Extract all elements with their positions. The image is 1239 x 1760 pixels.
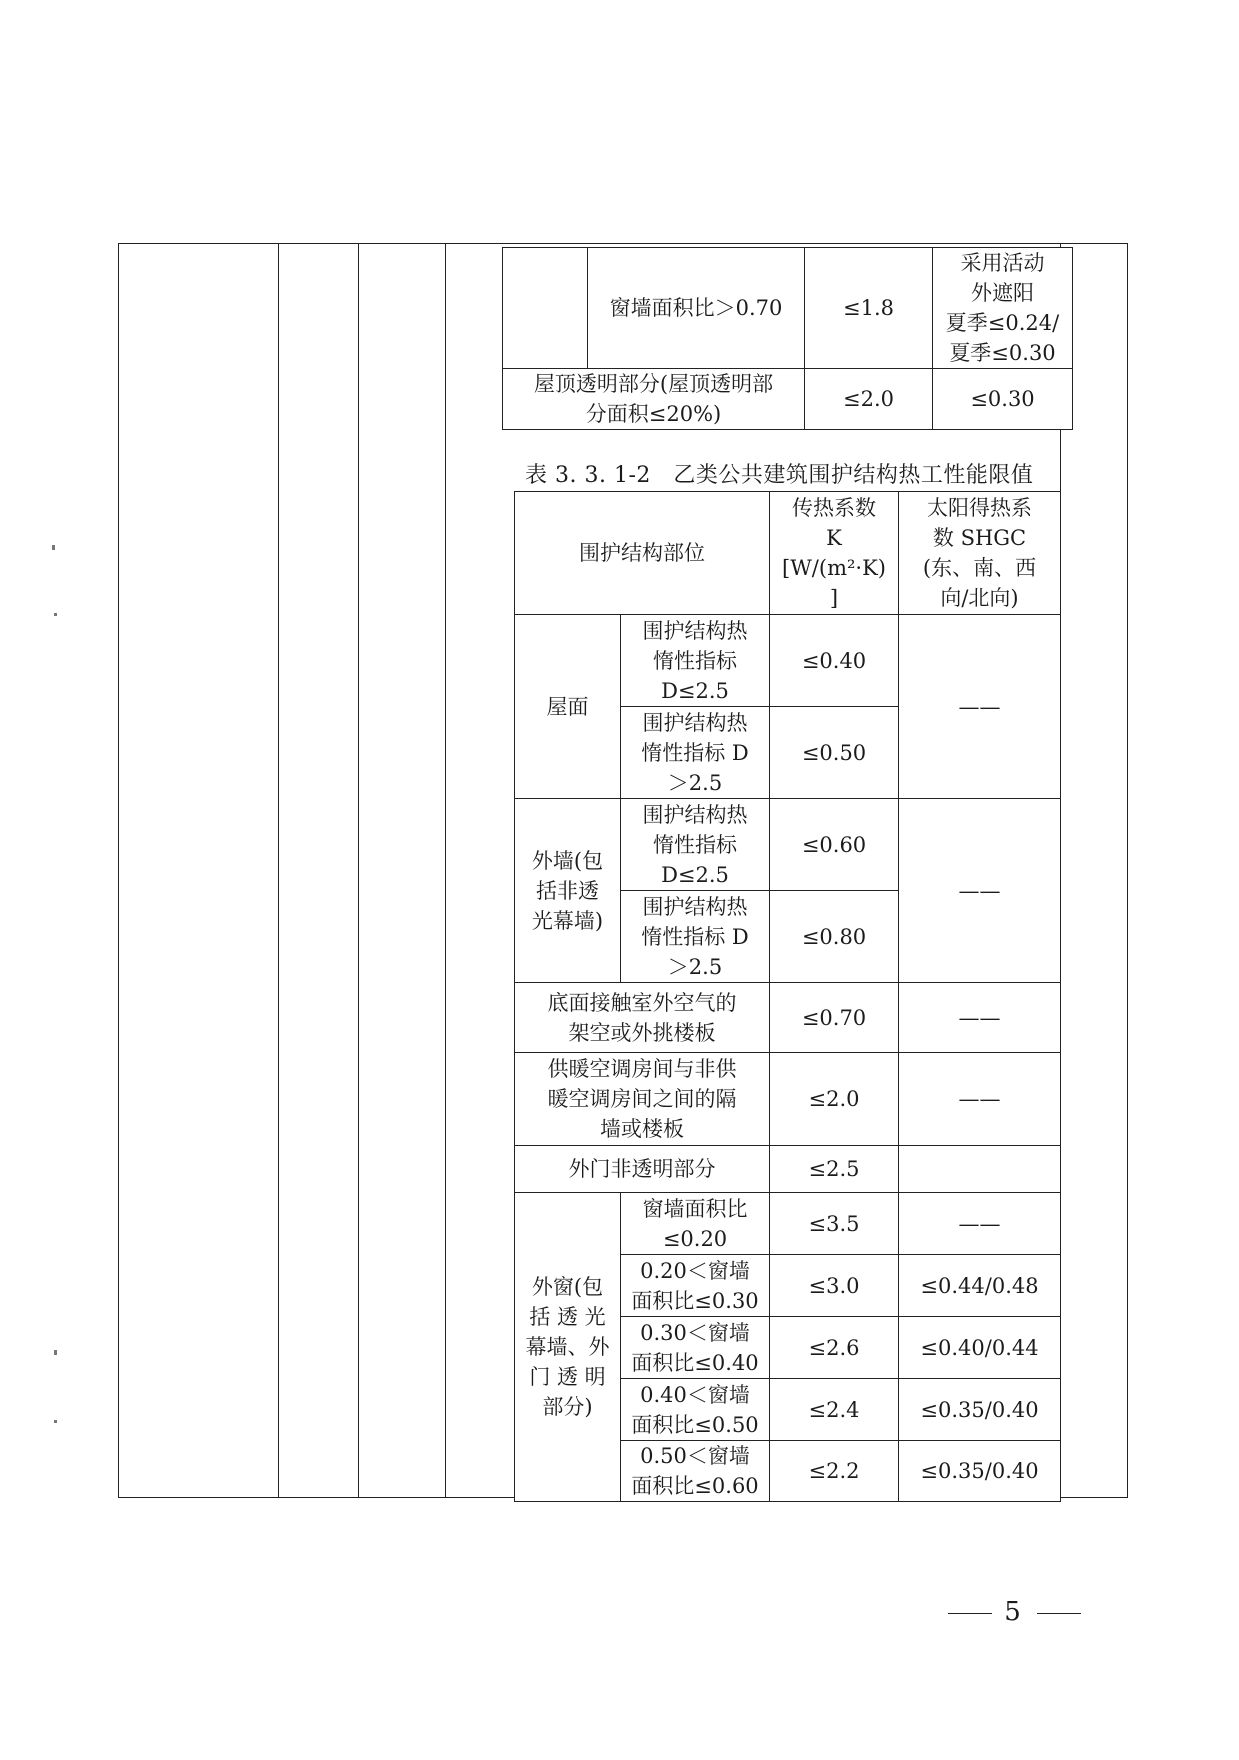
wall-row2-label [621,891,770,983]
label-line: 面积比≤0.30 [631,1288,759,1313]
label-line: 面积比≤0.40 [631,1350,759,1375]
label-line: ≤0.20 [662,1226,728,1251]
table-row [515,1193,1061,1255]
partition-shgc: —— [899,1053,1061,1146]
label-line: 光幕墙) [531,908,604,933]
label-line: 底面接触室外空气的 [547,990,737,1015]
header-line: [W/(m²·K) [782,556,886,580]
label-line: 括 透 光 [529,1305,606,1329]
label-line: ＞2.5 [667,954,723,979]
label-line: ＞2.5 [667,770,723,795]
window-ratio-shgc [933,248,1073,369]
window-row-k: ≤3.5 [770,1193,899,1255]
roof-transparent-label [503,369,805,430]
table-caption: 表 3. 3. 1-2 乙类公共建筑围护结构热工性能限值 [525,463,1034,488]
scan-speck [54,1350,57,1355]
shgc-line: 外遮阳 [971,281,1034,305]
label-line: 墙或楼板 [600,1117,684,1141]
window-row-k: ≤2.6 [770,1317,899,1379]
shgc-line: 夏季≤0.30 [949,341,1056,365]
column-divider [358,243,359,1498]
label-line: 0.30＜窗墙 [640,1320,750,1345]
label-line: 面积比≤0.60 [631,1474,759,1498]
label-line: 围护结构热 [642,710,748,735]
wall-row2-k: ≤0.80 [770,891,899,983]
window-row-k: ≤3.0 [770,1255,899,1317]
label-line: 括非透 [536,878,599,903]
table-row [515,983,1061,1053]
window-ratio-label: 窗墙面积比＞0.70 [588,248,805,369]
roof-label: 屋面 [515,615,621,799]
top-continuation-table [502,247,1073,430]
scan-speck [54,1420,57,1423]
label-line: 外墙(包 [531,848,604,873]
label-line: 惰性指标 [653,648,737,673]
floor-k: ≤0.70 [770,983,899,1053]
roof-transparent-shgc: ≤0.30 [933,369,1073,430]
label-line: 围护结构热 [642,894,748,919]
label-line: 供暖空调房间与非供 [547,1057,737,1081]
header-line: 太阳得热系 [927,496,1032,520]
label-line: 0.20＜窗墙 [640,1258,750,1283]
door-label: 外门非透明部分 [515,1146,770,1193]
window-label [515,1193,621,1502]
table-row [515,1146,1061,1193]
header-line: ] [829,586,839,610]
label-line: 面积比≤0.50 [631,1412,759,1437]
label-line: 0.50＜窗墙 [640,1444,750,1468]
window-row-label [621,1441,770,1502]
window-ratio-k: ≤1.8 [805,248,933,369]
label-line: 门 透 明 [529,1365,606,1389]
wall-row1-k: ≤0.60 [770,799,899,891]
label-line: 窗墙面积比 [642,1196,748,1221]
label-line: D≤2.5 [661,678,729,703]
door-k: ≤2.5 [770,1146,899,1193]
shgc-line: 采用活动 [960,251,1045,275]
label-line: 架空或外挑楼板 [568,1020,716,1045]
window-row-k: ≤2.2 [770,1441,899,1502]
header-line: 向/北向) [940,586,1019,610]
label-line: 惰性指标 D [641,924,749,949]
header-line: (东、南、西 [922,556,1037,580]
window-row-label [621,1379,770,1441]
window-row-shgc: ≤0.35/0.40 [899,1441,1061,1502]
page-number-value: 5 [1004,1597,1025,1627]
header-k [770,492,899,615]
label-line: 围护结构热 [642,618,748,643]
label-line: 暖空调房间之间的隔 [547,1087,737,1111]
header-shgc [899,492,1061,615]
scan-speck [52,545,55,550]
label-line: 分面积≤20%) [585,402,722,426]
floor-label [515,983,770,1053]
page-number [948,1595,1081,1629]
label-line: 外窗(包 [531,1275,604,1299]
label-line: 部分) [542,1395,593,1419]
header-row [515,492,1061,615]
column-divider [278,243,279,1498]
partition-k: ≤2.0 [770,1053,899,1146]
label-line: 围护结构热 [642,802,748,827]
dash-right [1037,1613,1081,1614]
partition-label [515,1053,770,1146]
roof-shgc: —— [899,615,1061,799]
label-line: 0.40＜窗墙 [640,1382,750,1407]
label-line: 惰性指标 [653,832,737,857]
window-row-shgc: —— [899,1193,1061,1255]
table-row [515,615,1061,707]
dash-left [948,1613,992,1614]
window-row-label [621,1255,770,1317]
roof-row2-k: ≤0.50 [770,707,899,799]
table-row [503,369,1073,430]
roof-row1-label [621,615,770,707]
empty-cell [503,248,588,369]
window-row-k: ≤2.4 [770,1379,899,1441]
window-row-label [621,1317,770,1379]
table-row [515,1053,1061,1146]
wall-label [515,799,621,983]
column-divider [445,243,446,1498]
label-line: 幕墙、外 [525,1335,610,1359]
window-row-shgc: ≤0.40/0.44 [899,1317,1061,1379]
door-shgc [899,1146,1061,1193]
header-line: 传热系数 [792,496,876,520]
label-line: 屋顶透明部分(屋顶透明部 [533,372,774,396]
table-row [503,248,1073,369]
scan-speck [54,613,57,616]
roof-row1-k: ≤0.40 [770,615,899,707]
window-row-label [621,1193,770,1255]
table-row [515,799,1061,891]
window-row-shgc: ≤0.35/0.40 [899,1379,1061,1441]
header-line: 数 SHGC [932,526,1027,550]
floor-shgc: —— [899,983,1061,1053]
main-limits-table [514,491,1061,1502]
wall-row1-label [621,799,770,891]
wall-shgc: —— [899,799,1061,983]
roof-transparent-k: ≤2.0 [805,369,933,430]
label-line: 惰性指标 D [641,740,749,765]
label-line: D≤2.5 [661,862,729,887]
roof-row2-label [621,707,770,799]
header-part: 围护结构部位 [515,492,770,615]
window-row-shgc: ≤0.44/0.48 [899,1255,1061,1317]
shgc-line: 夏季≤0.24/ [945,311,1060,335]
header-line: K [826,526,842,550]
